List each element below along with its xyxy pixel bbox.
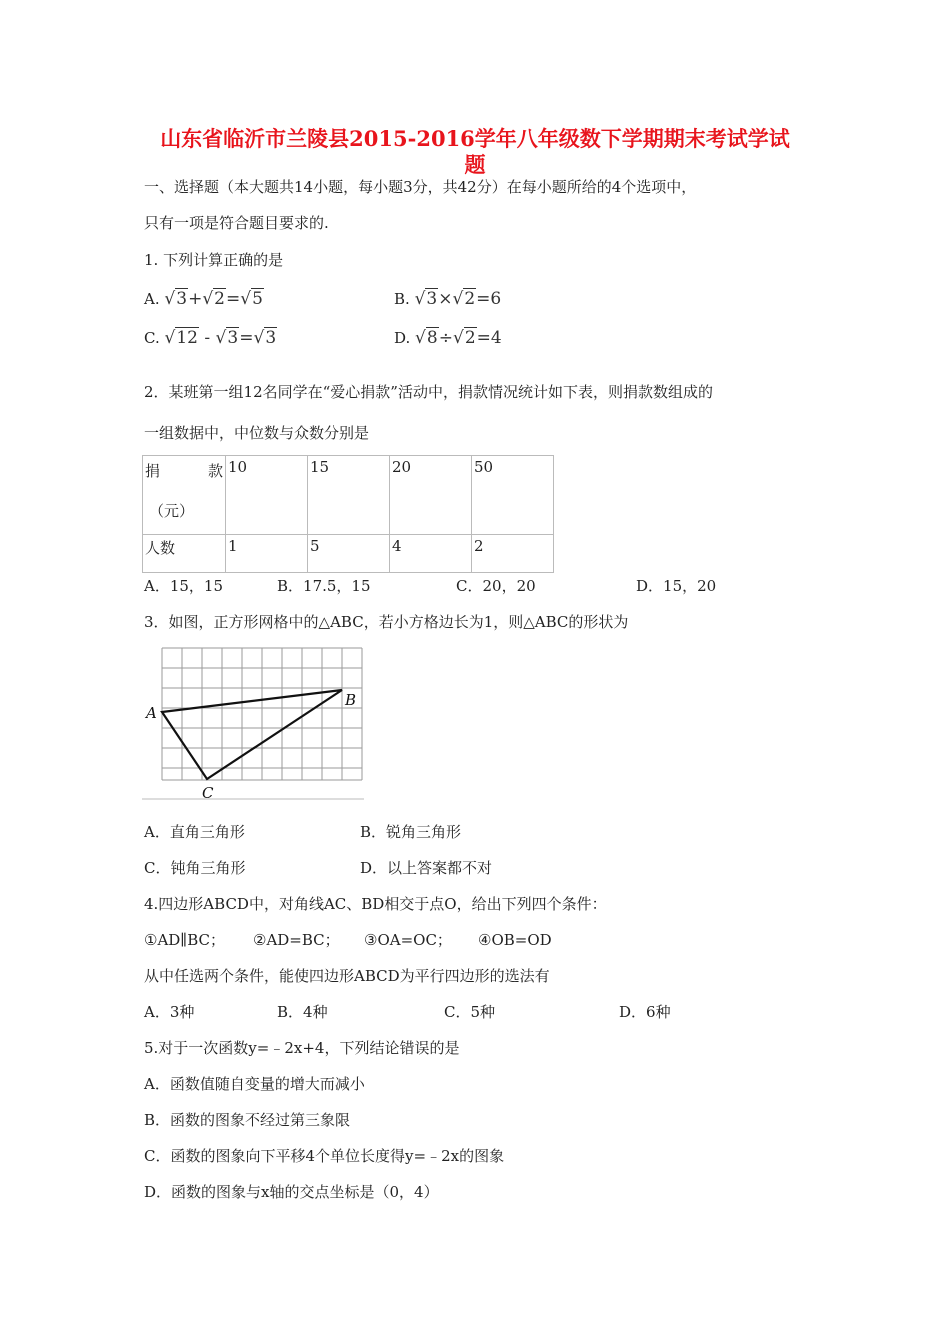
q1-option-c: [144, 328, 277, 348]
q2-option-d: D．15，20: [636, 577, 717, 595]
q4-stem-2: 从中任选两个条件，能使四边形ABCD为平行四边形的选法有: [144, 967, 550, 985]
q5-option-b: B．函数的图象不经过第三象限: [144, 1111, 351, 1129]
title-line-2: 题: [464, 152, 486, 177]
q3-option-c: C．钝角三角形: [144, 859, 246, 877]
q4-stem: 4.四边形ABCD中，对角线AC、BD相交于点O，给出下列四个条件：: [144, 895, 607, 913]
q2-stem-line-2: 一组数据中，中位数与众数分别是: [144, 424, 370, 442]
q4-condition-2: ②AD=BC；: [253, 931, 340, 949]
q2-stem-line-1: 2．某班第一组12名同学在“爱心捐款”活动中，捐款情况统计如下表，则捐款数组成的: [144, 383, 713, 401]
triangle-abc: [162, 690, 342, 779]
q1-option-d: [394, 328, 502, 348]
option-label: A.: [144, 290, 160, 308]
table-cell: 15: [308, 456, 390, 535]
vertex-label-c: C: [202, 784, 214, 802]
q3-option-b: B．锐角三角形: [360, 823, 462, 841]
vertex-label-b: B: [345, 691, 357, 709]
table-cell: 4: [390, 535, 472, 573]
page-title: [100, 126, 850, 178]
vertex-label-a: A: [146, 704, 157, 722]
q4-condition-4: ④OB=OD: [478, 931, 552, 949]
q5-option-c: C．函数的图象向下平移4个单位长度得y=﹣2x的图象: [144, 1147, 505, 1165]
q5-option-a: A．函数值随自变量的增大而减小: [144, 1075, 365, 1093]
q3-option-a: A．直角三角形: [144, 823, 245, 841]
table-cell: 5: [308, 535, 390, 573]
table-cell: 20: [390, 456, 472, 535]
table-cell: 50: [472, 456, 554, 535]
option-label: D.: [394, 329, 411, 347]
formula: √12 - √3=√3: [164, 328, 277, 348]
section-intro-line-1: 一、选择题（本大题共14小题，每小题3分，共42分）在每小题所给的4个选项中，: [144, 178, 697, 196]
q1-stem: 1. 下列计算正确的是: [144, 251, 284, 269]
title-line-1: 山东省临沂市兰陵县2015-2016学年八年级数下学期期末考试学试: [160, 126, 790, 151]
table-cell: 1: [226, 535, 308, 573]
q4-option-d: D．6种: [619, 1003, 671, 1021]
section-intro-line-2: 只有一项是符合题目要求的.: [144, 214, 329, 232]
table-cell: 人数: [143, 535, 226, 573]
table-cell: 2: [472, 535, 554, 573]
q3-stem: 3．如图，正方形网格中的△ABC，若小方格边长为1，则△ABC的形状为: [144, 613, 629, 631]
option-label: B.: [394, 290, 410, 308]
q2-option-a: A．15，15: [144, 577, 224, 595]
table-row: [143, 535, 554, 573]
q4-condition-3: ③OA=OC；: [364, 931, 452, 949]
formula: √8÷√2=4: [415, 328, 502, 348]
q4-option-a: A．3种: [144, 1003, 195, 1021]
formula: √3×√2=6: [414, 289, 502, 309]
option-label: C.: [144, 329, 160, 347]
q2-option-c: C．20，20: [456, 577, 536, 595]
donation-table: [142, 455, 554, 573]
q4-option-b: B．4种: [277, 1003, 328, 1021]
q2-option-b: B．17.5，15: [277, 577, 371, 595]
q5-option-d: D．函数的图象与x轴的交点坐标是（0，4）: [144, 1183, 439, 1201]
q4-option-c: C．5种: [444, 1003, 496, 1021]
triangle-grid-figure: [140, 640, 366, 806]
q1-option-b: [394, 289, 501, 309]
table-cell: 10: [226, 456, 308, 535]
formula: √3+√2=√5: [164, 289, 263, 309]
q4-condition-1: ①AD∥BC；: [144, 931, 226, 949]
q3-option-d: D．以上答案都不对: [360, 859, 493, 877]
grid-lines: [162, 648, 362, 780]
q5-stem: 5.对于一次函数y=﹣2x+4，下列结论错误的是: [144, 1039, 460, 1057]
table-cell: 捐 款 （元）: [143, 456, 226, 535]
q1-option-a: [144, 289, 264, 309]
table-row: [143, 456, 554, 535]
